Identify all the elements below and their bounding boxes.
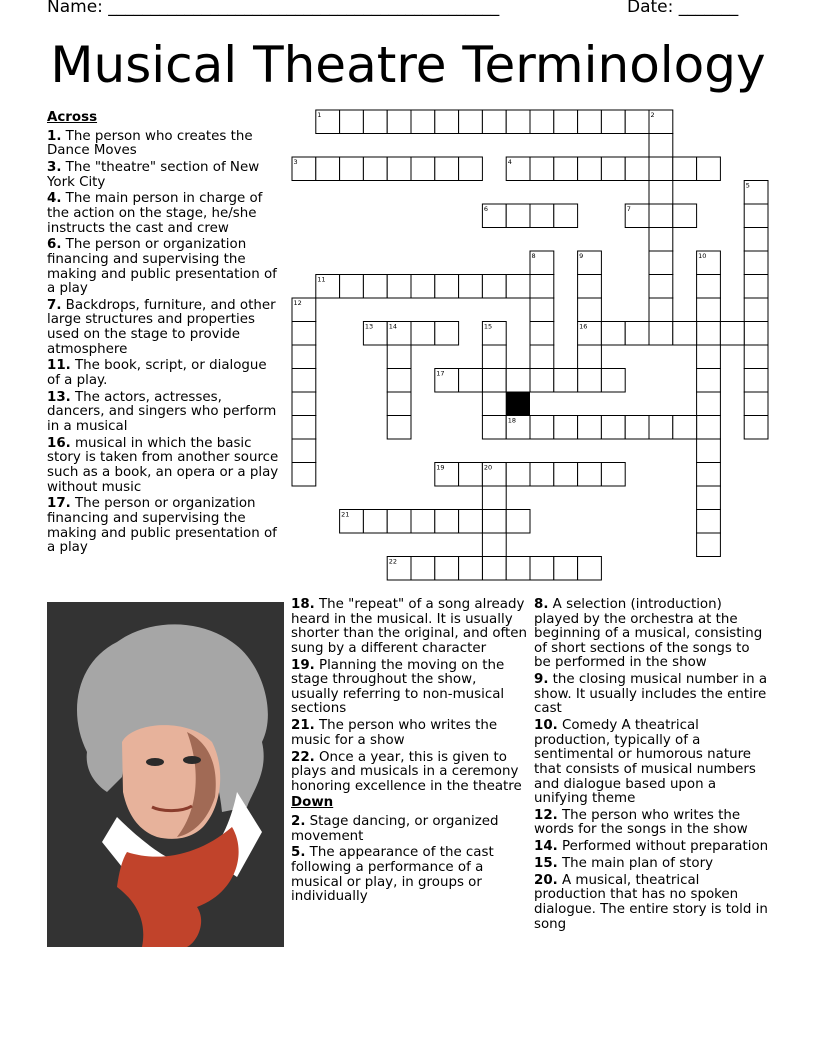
grid-black-cell [506,392,530,416]
grid-cell[interactable] [363,322,387,346]
grid-cell[interactable] [530,557,554,581]
grid-cell[interactable] [459,510,483,534]
across-clue [291,751,527,795]
down-clue [534,874,770,932]
grid-clue-number: 4 [507,158,512,166]
grid-cell[interactable] [316,110,340,134]
grid-cell[interactable] [625,110,649,134]
grid-cell[interactable] [292,392,316,416]
grid-cell[interactable] [697,275,721,299]
grid-cell[interactable] [316,157,340,181]
grid-cell[interactable] [482,392,506,416]
grid-clue-number: 2 [650,111,655,119]
grid-cell[interactable] [649,110,673,134]
grid-cell[interactable] [649,228,673,252]
grid-cell[interactable] [530,110,554,134]
grid-cell[interactable] [340,275,364,299]
grid-cell[interactable] [744,369,768,393]
grid-cell[interactable] [744,392,768,416]
down-clue-number: 15. [534,856,558,872]
across-clue-text: The person who creates the Dance Moves [47,128,253,159]
grid-cell[interactable] [697,157,721,181]
across-clue [291,719,527,748]
date-field-label: Date: _______ [627,0,739,17]
composer-portrait [47,602,284,947]
grid-cell[interactable] [578,416,602,440]
grid-clue-number: 10 [698,252,707,260]
down-clue-text: A musical, theatrical production that has no spoken dialogue. The entire story is told in song [534,872,768,932]
down-clue [291,815,527,844]
grid-cell[interactable] [625,157,649,181]
across-clue-number: 11. [47,358,71,374]
grid-cell[interactable] [506,204,530,228]
grid-cell[interactable] [435,463,459,487]
grid-cell[interactable] [554,369,578,393]
across-clue-number: 17. [47,496,71,512]
grid-cell[interactable] [554,416,578,440]
down-clue-number: 5. [291,845,306,861]
grid-cell[interactable] [744,345,768,369]
down-clue-text: The person who writes the words for the songs in the show [534,807,748,838]
down-clue [534,598,770,671]
down-clue-text: Stage dancing, or organized movement [291,814,499,844]
grid-cell[interactable] [292,298,316,322]
grid-cell[interactable] [459,275,483,299]
grid-cell[interactable] [435,110,459,134]
grid-cell[interactable] [340,157,364,181]
across-clue [291,598,527,656]
down-clue-text: A selection (introduction) played by the orchestra at the beginning of a musical, consisting of short sections of the songs to be performed in the show [534,597,763,671]
across-clue [291,659,527,717]
across-clue [47,437,279,495]
across-clue-text: The person who writes the music for a show [291,718,498,748]
grid-cell[interactable] [744,228,768,252]
grid-cell[interactable] [697,463,721,487]
across-clue-number: 6. [47,237,62,253]
down-clue-number: 12. [534,807,558,823]
grid-cell[interactable] [697,369,721,393]
across-clue-text: The person or organization financing and supervising the making and public presentation of a play [47,496,277,556]
down-heading: Down [291,795,334,811]
down-clue [534,673,770,717]
across-clue [47,238,279,296]
grid-cell[interactable] [506,110,530,134]
grid-cell[interactable] [387,557,411,581]
grid-cell[interactable] [649,204,673,228]
grid-cell[interactable] [530,322,554,346]
grid-cell[interactable] [625,322,649,346]
down-clue-number: 2. [291,814,306,830]
across-clue [47,497,279,555]
grid-cell[interactable] [697,533,721,557]
grid-cell[interactable] [482,275,506,299]
grid-cell[interactable] [649,322,673,346]
down-clue-text: Performed without preparation [562,839,769,855]
name-field-label: Name: ______________________________________________ [47,0,500,17]
grid-cell[interactable] [459,369,483,393]
grid-clue-number: 3 [293,158,298,166]
across-clue-number: 21. [291,718,315,734]
grid-cell[interactable] [435,557,459,581]
grid-cell[interactable] [506,557,530,581]
grid-cell[interactable] [578,322,602,346]
portrait-right-eye [183,756,201,764]
grid-cell[interactable] [506,275,530,299]
grid-cell[interactable] [554,557,578,581]
grid-cell[interactable] [482,510,506,534]
grid-cell[interactable] [363,275,387,299]
grid-clue-number: 17 [436,369,445,378]
grid-cell[interactable] [601,157,625,181]
grid-clue-number: 18 [507,416,516,425]
grid-cell[interactable] [435,322,459,346]
across-clue-text: The main person in charge of the action on the stage, he/she instructs the cast and crew [47,191,263,236]
across-heading: Across [47,110,98,125]
across-clue-text: The "theatre" section of New York City [47,159,260,190]
clue-column-middle [291,598,527,907]
grid-clue-number: 15 [483,322,493,331]
grid-cell[interactable] [530,298,554,322]
across-clue [47,359,279,388]
grid-cell[interactable] [697,298,721,322]
grid-cell[interactable] [387,416,411,440]
grid-cell[interactable] [530,369,554,393]
grid-cell[interactable] [363,510,387,534]
grid-cell[interactable] [697,510,721,534]
grid-cell[interactable] [625,204,649,228]
grid-cell[interactable] [363,110,387,134]
grid-cell[interactable] [411,322,435,346]
grid-clue-number: 6 [483,205,489,213]
grid-cell[interactable] [530,204,554,228]
grid-cell[interactable] [387,275,411,299]
grid-cell[interactable] [506,463,530,487]
down-clue-number: 14. [534,839,558,855]
grid-cell[interactable] [578,110,602,134]
grid-clue-number: 11 [317,275,326,284]
grid-cell[interactable] [578,275,602,299]
grid-cell[interactable] [554,463,578,487]
across-clue [47,391,279,435]
grid-cell[interactable] [649,134,673,158]
grid-cell[interactable] [649,181,673,205]
across-clue-number: 19. [291,657,315,673]
grid-cell[interactable] [744,275,768,299]
grid-cell[interactable] [578,345,602,369]
grid-cell[interactable] [316,275,340,299]
grid-cell[interactable] [530,251,554,275]
grid-cell[interactable] [506,369,530,393]
grid-cell[interactable] [697,486,721,510]
down-clue [534,719,770,807]
grid-cell[interactable] [292,463,316,487]
across-clue-text: Backdrops, furniture, and other large structures and properties used on the stage to provide atmosphere [47,297,276,357]
across-clue-number: 16. [47,435,71,451]
down-clue-text: The appearance of the cast following a performance of a musical or play, in groups or individually [291,845,494,905]
grid-cell[interactable] [482,463,506,487]
grid-clue-number: 19 [436,463,445,472]
grid-cell[interactable] [411,275,435,299]
down-clue [534,857,770,872]
grid-cell[interactable] [340,510,364,534]
grid-cell[interactable] [697,392,721,416]
grid-cell[interactable] [292,157,316,181]
grid-cell[interactable] [459,557,483,581]
across-clue-number: 22. [291,749,315,765]
grid-cell[interactable] [697,416,721,440]
grid-clue-number: 7 [626,205,631,213]
grid-clue-number: 16 [579,322,588,331]
grid-cell[interactable] [578,369,602,393]
grid-cell[interactable] [578,157,602,181]
grid-cell[interactable] [578,251,602,275]
grid-cell[interactable] [340,110,364,134]
grid-clue-number: 20 [483,463,493,472]
grid-cell[interactable] [292,345,316,369]
across-clue-text: The book, script, or dialogue of a play. [47,358,267,389]
down-clue [291,846,527,904]
grid-cell[interactable] [649,298,673,322]
grid-cell[interactable] [673,204,697,228]
grid-cell[interactable] [482,557,506,581]
grid-cell[interactable] [649,275,673,299]
grid-cell[interactable] [720,322,744,346]
grid-cell[interactable] [697,251,721,275]
across-clue [47,299,279,357]
grid-cell[interactable] [387,369,411,393]
grid-clue-number: 1 [317,111,322,119]
grid-cell[interactable] [482,369,506,393]
across-clue-number: 3. [47,159,62,175]
grid-cell[interactable] [435,275,459,299]
down-clue-text: the closing musical number in a show. It usually includes the entire cast [534,672,768,717]
across-clue [47,192,279,236]
grid-cell[interactable] [601,369,625,393]
grid-cell[interactable] [482,110,506,134]
grid-cell[interactable] [292,439,316,463]
grid-cell[interactable] [744,251,768,275]
across-clue-text: The "repeat" of a song already heard in the musical. It is usually shorter than the original, and often sung by a different character [291,597,527,656]
grid-clue-number: 8 [531,252,536,260]
grid-cell[interactable] [435,369,459,393]
grid-cell[interactable] [387,157,411,181]
grid-cell[interactable] [482,322,506,346]
grid-cell[interactable] [363,157,387,181]
across-clue-text: Planning the moving on the stage throughout the show, usually referring to non-musical sections [291,657,505,717]
composer-portrait-illustration [47,602,284,947]
across-clue-text: The person or organization financing and supervising the making and public presentation of a play [47,237,277,297]
grid-cell[interactable] [435,510,459,534]
grid-cell[interactable] [292,416,316,440]
grid-cell[interactable] [744,204,768,228]
grid-clue-number: 21 [341,510,350,519]
grid-cell[interactable] [459,110,483,134]
grid-cell[interactable] [554,110,578,134]
grid-cell[interactable] [506,510,530,534]
grid-cell[interactable] [482,204,506,228]
grid-cell[interactable] [411,510,435,534]
grid-clue-number: 22 [388,557,397,566]
grid-cell[interactable] [387,510,411,534]
grid-cell[interactable] [482,486,506,510]
grid-cell[interactable] [387,392,411,416]
across-clue-number: 4. [47,191,62,207]
across-clue-list [47,111,279,558]
grid-cell[interactable] [292,369,316,393]
grid-cell[interactable] [673,322,697,346]
down-clue-text: Comedy A theatrical production, typically of a sentimental or humorous nature that consists of musical numbers and dialogue based upon a unifying theme [534,718,756,807]
page-title: Musical Theatre Terminology [50,36,766,94]
across-clue-text: The actors, actresses, dancers, and singers who perform in a musical [47,389,277,434]
grid-cell[interactable] [697,439,721,463]
grid-cell[interactable] [578,298,602,322]
grid-cell[interactable] [506,157,530,181]
grid-cell[interactable] [530,463,554,487]
grid-cell[interactable] [744,416,768,440]
grid-cell[interactable] [673,416,697,440]
across-clue-text: Once a year, this is given to plays and musicals in a ceremony honoring excellence in the theatre [291,749,522,794]
grid-clue-number: 13 [364,322,374,331]
down-clue-number: 9. [534,672,549,688]
grid-cell[interactable] [673,157,697,181]
grid-cell[interactable] [601,322,625,346]
grid-cell[interactable] [530,275,554,299]
down-clue [534,809,770,838]
clue-column-right [534,598,770,934]
grid-cell[interactable] [387,345,411,369]
across-clue-number: 13. [47,389,71,405]
grid-cell[interactable] [387,110,411,134]
grid-cell[interactable] [649,251,673,275]
across-clue [47,130,279,159]
grid-clue-number: 5 [745,181,750,190]
across-clue-number: 18. [291,597,315,612]
across-clue-text: musical in which the basic story is taken from another source such as a book, an opera or a play without music [47,435,279,495]
grid-cell[interactable] [530,345,554,369]
down-clue-number: 10. [534,718,558,734]
across-clue-number: 7. [47,297,62,313]
grid-cell[interactable] [578,463,602,487]
grid-cell[interactable] [744,181,768,205]
grid-cell[interactable] [530,157,554,181]
grid-cell[interactable] [697,345,721,369]
grid-cell[interactable] [459,463,483,487]
grid-cell[interactable] [578,557,602,581]
down-clue-text: The main plan of story [562,856,714,872]
grid-cell[interactable] [601,463,625,487]
down-clue-number: 20. [534,872,558,888]
grid-cell[interactable] [697,322,721,346]
grid-clue-number: 9 [579,252,584,260]
grid-clue-number: 12 [293,299,302,307]
grid-cell[interactable] [744,322,768,346]
across-clue [47,161,279,190]
grid-clue-number: 14 [388,322,397,331]
grid-cell[interactable] [387,322,411,346]
grid-cell[interactable] [411,557,435,581]
grid-cell[interactable] [554,157,578,181]
grid-cell[interactable] [601,416,625,440]
grid-cell[interactable] [530,416,554,440]
grid-cell[interactable] [554,204,578,228]
down-clue-number: 8. [534,597,549,612]
grid-cell[interactable] [435,157,459,181]
grid-cell[interactable] [625,416,649,440]
grid-cell[interactable] [601,110,625,134]
grid-cell[interactable] [649,157,673,181]
grid-cell[interactable] [459,157,483,181]
grid-cell[interactable] [482,416,506,440]
grid-cell[interactable] [411,157,435,181]
grid-cell[interactable] [482,345,506,369]
grid-cell[interactable] [506,416,530,440]
portrait-left-eye [146,758,164,766]
grid-cell[interactable] [649,416,673,440]
grid-cell[interactable] [482,533,506,557]
grid-cell[interactable] [744,298,768,322]
across-clue-number: 1. [47,128,62,144]
grid-cell[interactable] [411,110,435,134]
grid-cell[interactable] [292,322,316,346]
down-clue [534,840,770,855]
